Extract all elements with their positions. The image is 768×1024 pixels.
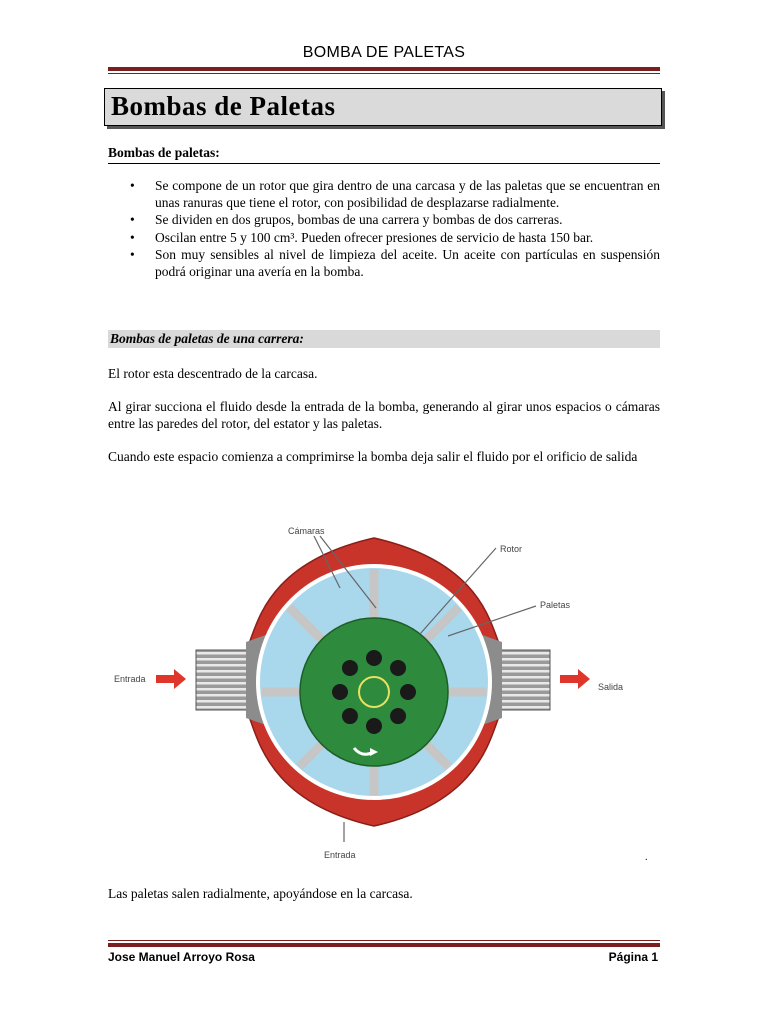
vane-pump-diagram: [108, 502, 660, 870]
paragraph-rotor: El rotor esta descentrado de la carcasa.: [108, 366, 318, 381]
rotor-slot: [342, 660, 358, 676]
rotor-slot: [390, 708, 406, 724]
trailing-mark: .: [645, 852, 648, 863]
rotor-slot: [332, 684, 348, 700]
list-item: • Se dividen en dos grupos, bombas de una carrera y bombas de dos carreras.: [108, 212, 660, 229]
label-entrada-left: Entrada: [114, 674, 146, 684]
page-title: Bombas de Paletas: [111, 91, 336, 121]
label-entrada-bottom: Entrada: [324, 850, 356, 860]
rotor: [300, 618, 448, 766]
rotor-slot: [366, 718, 382, 734]
footer-rule-thin: [108, 940, 660, 941]
paragraph-girar: Al girar succiona el fluido desde la entrada de la bomba, generando al girar unos espacios o cámaras entre las paredes del rotor, del estator y las paletas.: [108, 399, 660, 431]
footer-rule-thick: [108, 943, 660, 947]
left-port-thread: [196, 650, 248, 710]
list-item: • Son muy sensibles al nivel de limpieza del aceite. Un aceite con partículas en suspensión podrá originar una avería en la bomba.: [108, 247, 660, 280]
bullet-list: [108, 178, 660, 281]
label-camaras: Cámaras: [288, 526, 325, 536]
header-rule-thick: [108, 67, 660, 71]
rotor-slot: [400, 684, 416, 700]
figure-caption: Las paletas salen radialmente, apoyándose en la carcasa.: [108, 886, 413, 901]
label-salida: Salida: [598, 682, 624, 692]
label-rotor: Rotor: [500, 544, 523, 554]
label-paletas: Paletas: [540, 600, 571, 610]
right-port-thread: [500, 650, 550, 710]
inlet-arrow-icon: [156, 669, 186, 689]
title-box: [104, 88, 662, 126]
footer-author: Jose Manuel Arroyo Rosa: [108, 950, 255, 964]
header-rule-thin: [108, 73, 660, 74]
vane-pump-figure: [108, 502, 660, 870]
running-header: BOMBA DE PALETAS: [302, 44, 466, 61]
footer-page-number: Página 1: [608, 950, 658, 964]
rotor-slot: [366, 650, 382, 666]
section-heading-una-carrera: Bombas de paletas de una carrera:: [108, 330, 660, 348]
section-heading-bombas: Bombas de paletas:: [108, 145, 660, 164]
rotor-slot: [342, 708, 358, 724]
rotor-slot: [390, 660, 406, 676]
paragraph-comprimir: Cuando este espacio comienza a comprimirse la bomba deja salir el fluido por el orificio de salida: [108, 449, 638, 464]
outlet-arrow-icon: [560, 669, 590, 689]
list-item: • Oscilan entre 5 y 100 cm³. Pueden ofrecer presiones de servicio de hasta 150 bar.: [108, 230, 660, 247]
list-item: • Se compone de un rotor que gira dentro de una carcasa y de las paletas que se encuentran en unas ranuras que tiene el rotor, con posibilidad de desplazarse radialmente.: [108, 178, 660, 211]
